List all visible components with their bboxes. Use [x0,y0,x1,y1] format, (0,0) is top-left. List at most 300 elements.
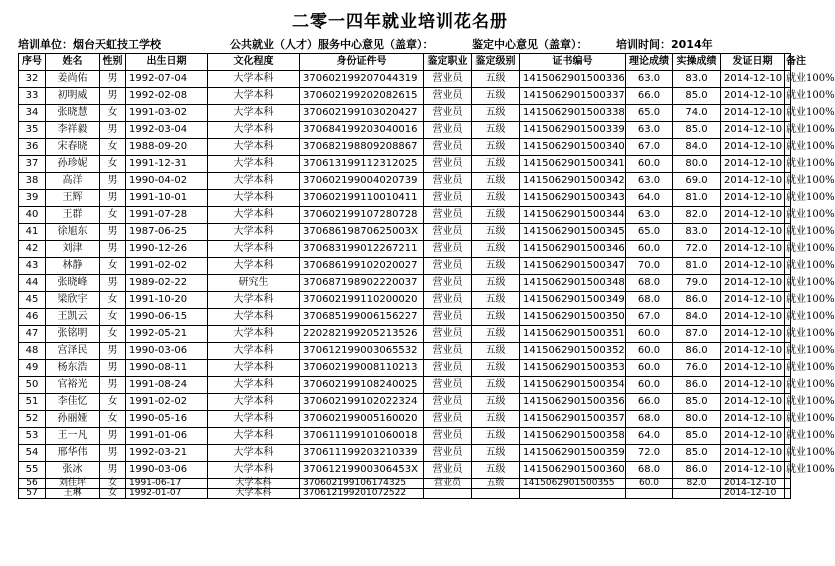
table-cell: 张铭明 [46,326,100,343]
table-cell: 营业员 [424,224,472,241]
table-row [19,224,791,241]
table-cell: 1415062901500359 [520,445,626,462]
table-cell: 68.0 [626,292,673,309]
table-cell: 宫泽民 [46,343,100,360]
table-cell: 1415062901500338 [520,105,626,122]
table-cell: 2014-12-10 [721,326,785,343]
table-cell: 五级 [472,71,520,88]
table-cell: 1990-03-06 [126,343,208,360]
table-cell: 就业100% [785,428,791,445]
table-cell: 徐旭东 [46,224,100,241]
table-cell: 60.0 [626,479,673,489]
table-cell: 大学本科 [208,462,300,479]
table-cell: 营业员 [424,462,472,479]
table-cell: 营业员 [424,343,472,360]
table-cell: 1992-07-04 [126,71,208,88]
table-cell: 就业100% [785,326,791,343]
table-cell: 王琳 [46,489,100,499]
table-cell: 2014-12-10 [721,462,785,479]
table-cell: 大学本科 [208,190,300,207]
table-cell: 68.0 [626,411,673,428]
table-cell: 36 [19,139,46,156]
table-cell: 1415062901500339 [520,122,626,139]
table-cell: 60.0 [626,343,673,360]
table-cell: 梁欣宇 [46,292,100,309]
table-cell: 220282199205213526 [300,326,424,343]
table-cell: 69.0 [673,173,721,190]
table-cell: 1992-01-07 [126,489,208,499]
table-cell: 研究生 [208,275,300,292]
table-cell: 大学本科 [208,343,300,360]
column-header: 鉴定职业 [424,54,472,71]
table-cell: 大学本科 [208,139,300,156]
table-cell: 45 [19,292,46,309]
table-row [19,343,791,360]
table-cell: 就业100% [785,445,791,462]
table-cell: 男 [100,241,126,258]
table-cell: 五级 [472,411,520,428]
table-cell: 68.0 [626,275,673,292]
table-cell: 86.0 [673,343,721,360]
table-cell: 370682198809208867 [300,139,424,156]
table-cell: 60.0 [626,360,673,377]
table-cell: 五级 [472,309,520,326]
table-cell: 51 [19,394,46,411]
table-cell: 营业员 [424,207,472,224]
table-cell: 王一凡 [46,428,100,445]
table-cell: 女 [100,258,126,275]
table-cell: 男 [100,343,126,360]
table-cell [626,489,673,499]
table-cell: 孙珍妮 [46,156,100,173]
table-cell: 男 [100,224,126,241]
table-cell: 1415062901500360 [520,462,626,479]
table-cell: 1415062901500350 [520,309,626,326]
table-cell: 张晓慧 [46,105,100,122]
table-cell: 370613199112312025 [300,156,424,173]
table-cell: 男 [100,190,126,207]
table-cell: 37061219900306453X [300,462,424,479]
table-cell: 2014-12-10 [721,173,785,190]
table-cell: 370602199202082615 [300,88,424,105]
table-cell: 大学本科 [208,360,300,377]
table-cell: 李佳忆 [46,394,100,411]
table-cell: 张晓峰 [46,275,100,292]
table-cell: 64.0 [626,190,673,207]
table-cell: 85.0 [673,445,721,462]
table-cell: 1415062901500349 [520,292,626,309]
table-cell: 男 [100,462,126,479]
table-row [19,411,791,428]
table-cell: 370602199004020739 [300,173,424,190]
table-cell: 营业员 [424,479,472,489]
table-cell: 1991-10-01 [126,190,208,207]
table-cell: 就业100% [785,343,791,360]
table-cell: 营业员 [424,88,472,105]
table-cell: 男 [100,122,126,139]
table-cell: 70.0 [626,258,673,275]
table-cell: 52 [19,411,46,428]
table-cell: 营业员 [424,428,472,445]
table-row [19,489,791,499]
table-cell: 五级 [472,479,520,489]
table-cell: 营业员 [424,360,472,377]
table-cell: 370685199006156227 [300,309,424,326]
table-row [19,377,791,394]
header-meta [0,36,800,50]
table-cell: 1988-09-20 [126,139,208,156]
table-cell: 女 [100,394,126,411]
table-cell: 1415062901500345 [520,224,626,241]
table-cell: 68.0 [626,462,673,479]
table-cell: 87.0 [673,326,721,343]
table-cell: 大学本科 [208,224,300,241]
table-header-row [19,54,791,71]
table-cell: 女 [100,309,126,326]
table-cell: 1415062901500356 [520,394,626,411]
column-header: 身份证件号 [300,54,424,71]
table-cell: 1991-02-02 [126,394,208,411]
table-cell: 五级 [472,105,520,122]
table-row [19,139,791,156]
table-cell: 就业100% [785,88,791,105]
table-cell: 大学本科 [208,445,300,462]
table-cell: 就业100% [785,377,791,394]
table-cell: 35 [19,122,46,139]
table-cell: 1415062901500337 [520,88,626,105]
table-cell: 2014-12-10 [721,122,785,139]
table-cell: 大学本科 [208,411,300,428]
table-row [19,428,791,445]
table-cell: 大学本科 [208,377,300,394]
table-cell: 五级 [472,445,520,462]
table-cell: 大学本科 [208,241,300,258]
table-cell: 47 [19,326,46,343]
table-cell: 大学本科 [208,326,300,343]
table-cell: 王群 [46,207,100,224]
table-cell: 男 [100,360,126,377]
table-cell: 邢华伟 [46,445,100,462]
table-cell: 38 [19,173,46,190]
table-cell: 2014-12-10 [721,139,785,156]
table-cell: 370602199103020427 [300,105,424,122]
table-cell: 2014-12-10 [721,190,785,207]
table-cell: 就业100% [785,292,791,309]
table-cell: 五级 [472,343,520,360]
table-cell: 男 [100,275,126,292]
table-cell: 2014-12-10 [721,377,785,394]
table-cell: 2014-12-10 [721,360,785,377]
table-row [19,445,791,462]
table-row [19,309,791,326]
table-cell: 就业100% [785,394,791,411]
table-cell: 370602199107280728 [300,207,424,224]
table-cell: 2014-12-10 [721,489,785,499]
table-cell: 60.0 [626,241,673,258]
table-cell: 1991-02-02 [126,258,208,275]
column-header: 鉴定级别 [472,54,520,71]
table-cell: 就业100% [785,207,791,224]
table-cell: 女 [100,411,126,428]
table-cell: 杨东浩 [46,360,100,377]
table-cell: 83.0 [673,224,721,241]
table-cell: 五级 [472,428,520,445]
table-cell: 大学本科 [208,88,300,105]
table-row [19,241,791,258]
table-row [19,275,791,292]
table-cell: 2014-12-10 [721,394,785,411]
column-header: 实操成绩 [673,54,721,71]
table-cell: 1990-06-15 [126,309,208,326]
table-cell: 大学本科 [208,428,300,445]
table-cell: 就业100% [785,241,791,258]
table-cell: 1415062901500357 [520,411,626,428]
table-cell: 李祥毅 [46,122,100,139]
table-cell: 2014-12-10 [721,241,785,258]
table-cell: 1991-12-31 [126,156,208,173]
table-cell: 1990-05-16 [126,411,208,428]
table-cell: 营业员 [424,139,472,156]
table-cell: 49 [19,360,46,377]
table-cell: 50 [19,377,46,394]
table-cell: 就业100% [785,275,791,292]
table-cell: 370602199106174325 [300,479,424,489]
column-header: 出生日期 [126,54,208,71]
table-cell: 1990-12-26 [126,241,208,258]
table-cell: 就业100% [785,190,791,207]
column-header: 发证日期 [721,54,785,71]
table-cell: 大学本科 [208,71,300,88]
table-cell: 女 [100,489,126,499]
table-cell: 营业员 [424,309,472,326]
table-cell: 66.0 [626,394,673,411]
table-cell: 85.0 [673,88,721,105]
table-cell: 营业员 [424,258,472,275]
table-cell: 1415062901500344 [520,207,626,224]
table-cell: 男 [100,71,126,88]
table-cell: 男 [100,377,126,394]
table-cell: 60.0 [626,156,673,173]
table-cell: 林静 [46,258,100,275]
table-cell: 60.0 [626,326,673,343]
table-cell: 2014-12-10 [721,275,785,292]
table-cell: 63.0 [626,122,673,139]
table-cell: 2014-12-10 [721,428,785,445]
column-header: 备注 [785,54,791,71]
column-header: 序号 [19,54,46,71]
table-row [19,156,791,173]
table-cell: 2014-12-10 [721,309,785,326]
table-cell: 1990-08-11 [126,360,208,377]
table-cell: 初明威 [46,88,100,105]
table-cell: 就业100% [785,258,791,275]
table-cell: 57 [19,489,46,499]
table-cell: 1415062901500336 [520,71,626,88]
table-cell: 370602199102022324 [300,394,424,411]
table-cell: 男 [100,445,126,462]
table-cell: 42 [19,241,46,258]
table-cell: 五级 [472,258,520,275]
table-cell: 81.0 [673,258,721,275]
table-cell: 营业员 [424,377,472,394]
table-cell: 张冰 [46,462,100,479]
table-cell: 2014-12-10 [721,445,785,462]
table-cell: 五级 [472,360,520,377]
table-cell: 370611199203210339 [300,445,424,462]
table-cell: 大学本科 [208,309,300,326]
table-cell: 五级 [472,275,520,292]
column-header: 证书编号 [520,54,626,71]
table-cell: 1992-03-04 [126,122,208,139]
table-cell: 370602199110010411 [300,190,424,207]
table-row [19,105,791,122]
table-cell: 48 [19,343,46,360]
table-cell: 63.0 [626,71,673,88]
table-cell: 刘佳坪 [46,479,100,489]
table-cell: 79.0 [673,275,721,292]
table-cell: 370612199003065532 [300,343,424,360]
table-cell: 82.0 [673,207,721,224]
table-row [19,88,791,105]
table-row [19,292,791,309]
table-cell: 大学本科 [208,105,300,122]
table-cell: 宋春晓 [46,139,100,156]
table-cell: 1415062901500351 [520,326,626,343]
table-cell: 33 [19,88,46,105]
table-cell: 营业员 [424,156,472,173]
table-cell: 84.0 [673,309,721,326]
table-cell: 85.0 [673,394,721,411]
table-cell: 营业员 [424,71,472,88]
table-cell: 1415062901500352 [520,343,626,360]
table-cell: 大学本科 [208,394,300,411]
table-cell: 就业100% [785,360,791,377]
table-cell: 86.0 [673,377,721,394]
table-cell: 女 [100,207,126,224]
table-cell: 1415062901500358 [520,428,626,445]
table-cell [785,479,791,489]
table-cell [424,489,472,499]
table-cell: 五级 [472,122,520,139]
table-cell: 就业100% [785,224,791,241]
table-cell: 86.0 [673,292,721,309]
table-cell: 五级 [472,292,520,309]
table-cell: 2014-12-10 [721,343,785,360]
public-employment-opinion: 公共就业（人才）服务中心意见（盖章）： [230,38,434,51]
table-cell: 就业100% [785,411,791,428]
table-cell: 72.0 [626,445,673,462]
table-cell: 67.0 [626,139,673,156]
table-cell: 2014-12-10 [721,156,785,173]
table-cell: 1991-03-02 [126,105,208,122]
table-cell: 营业员 [424,173,472,190]
table-cell: 1992-03-21 [126,445,208,462]
table-cell: 37068619870625003X [300,224,424,241]
table-cell: 营业员 [424,275,472,292]
table-cell: 五级 [472,462,520,479]
table-cell: 46 [19,309,46,326]
table-cell: 五级 [472,156,520,173]
table-cell: 2014-12-10 [721,411,785,428]
table-cell: 就业100% [785,156,791,173]
table-cell: 官裕光 [46,377,100,394]
training-time: 培训时间：2014年 [616,38,713,51]
table-cell: 370683199012267211 [300,241,424,258]
table-cell: 营业员 [424,190,472,207]
table-cell: 84.0 [673,139,721,156]
training-unit: 培训单位：烟台天虹技工学校 [18,38,161,51]
table-cell: 1991-10-20 [126,292,208,309]
table-cell: 王辉 [46,190,100,207]
table-cell: 大学本科 [208,258,300,275]
table-cell: 60.0 [626,377,673,394]
table-cell: 就业100% [785,122,791,139]
table-cell: 1990-03-06 [126,462,208,479]
table-cell: 370612199201072522 [300,489,424,499]
column-header: 文化程度 [208,54,300,71]
table-cell: 80.0 [673,411,721,428]
table-cell: 43 [19,258,46,275]
table-cell: 大学本科 [208,292,300,309]
table-row [19,462,791,479]
table-cell: 就业100% [785,309,791,326]
table-cell: 就业100% [785,71,791,88]
table-cell: 34 [19,105,46,122]
table-cell: 2014-12-10 [721,292,785,309]
table-cell [472,489,520,499]
table-cell: 1992-05-21 [126,326,208,343]
table-cell: 女 [100,326,126,343]
table-cell: 55 [19,462,46,479]
table-cell: 五级 [472,139,520,156]
table-cell: 65.0 [626,105,673,122]
table-cell [673,489,721,499]
table-cell: 就业100% [785,105,791,122]
table-cell: 姜尚佑 [46,71,100,88]
table-cell: 五级 [472,224,520,241]
table-cell: 女 [100,105,126,122]
table-cell: 2014-12-10 [721,71,785,88]
table-cell: 就业100% [785,173,791,190]
table-cell: 刘津 [46,241,100,258]
table-cell: 1415062901500355 [520,479,626,489]
table-cell: 66.0 [626,88,673,105]
page-title: 二零一四年就业培训花名册 [292,12,508,32]
table-cell: 男 [100,428,126,445]
table-row [19,207,791,224]
table-cell: 370611199101060018 [300,428,424,445]
table-cell: 1992-02-08 [126,88,208,105]
table-cell: 1991-01-06 [126,428,208,445]
table-cell: 1991-08-24 [126,377,208,394]
table-cell: 1415062901500347 [520,258,626,275]
table-cell: 44 [19,275,46,292]
table-row [19,479,791,489]
table-cell: 83.0 [673,71,721,88]
table-cell: 39 [19,190,46,207]
table-cell: 370687198902220037 [300,275,424,292]
table-cell: 76.0 [673,360,721,377]
table-cell [520,489,626,499]
table-row [19,122,791,139]
table-cell: 65.0 [626,224,673,241]
table-cell: 41 [19,224,46,241]
table-cell: 2014-12-10 [721,207,785,224]
table-cell: 370684199203040016 [300,122,424,139]
table-cell: 大学本科 [208,207,300,224]
table-cell: 1415062901500341 [520,156,626,173]
table-cell: 74.0 [673,105,721,122]
